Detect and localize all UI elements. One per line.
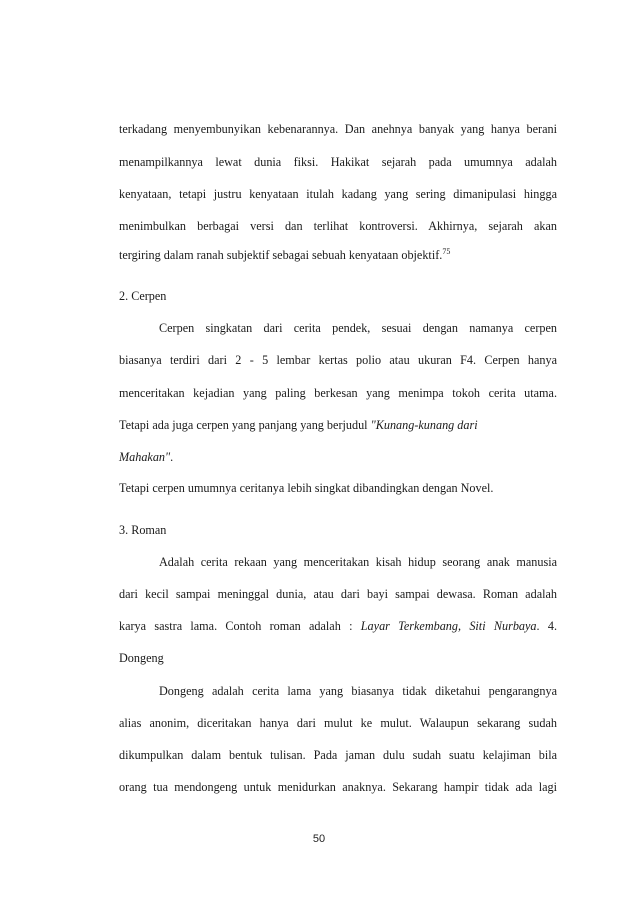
paragraph-text: . bbox=[170, 450, 174, 464]
paragraph-text: . 4. bbox=[536, 619, 558, 633]
paragraph-text: tergiring dalam ranah subjektif sebagai sebuah kenyataan objektif. bbox=[119, 248, 443, 262]
paragraph-line: kenyataan, tetapi justru kenyataan itulah kadang yang sering dimanipulasi hingga bbox=[119, 187, 557, 201]
paragraph-line: biasanya terdiri dari 2 - 5 lembar kertas polio atau ukuran F4. Cerpen hanya bbox=[119, 353, 557, 367]
section-heading-cerpen: 2. Cerpen bbox=[119, 289, 167, 303]
story-title: "Kunang-kunang dari bbox=[370, 418, 478, 432]
paragraph-line: terkadang menyembunyikan kebenarannya. Dan anehnya banyak yang hanya berani bbox=[119, 122, 557, 136]
paragraph-line bbox=[119, 618, 557, 634]
paragraph-text: karya sastra lama. Contoh roman adalah : bbox=[119, 619, 361, 633]
paragraph-line: menimbulkan berbagai versi dan terlihat kontroversi. Akhirnya, sejarah akan bbox=[119, 219, 557, 233]
paragraph-text: Tetapi ada juga cerpen yang panjang yang berjudul bbox=[119, 418, 371, 432]
paragraph-line: dikumpulkan dalam bentuk tulisan. Pada jaman dulu sudah suatu kelajiman bila bbox=[119, 748, 557, 762]
book-titles: Layar Terkembang, Siti Nurbaya bbox=[360, 619, 537, 633]
paragraph-line: Cerpen singkatan dari cerita pendek, sesuai dengan namanya cerpen bbox=[159, 321, 557, 335]
paragraph-line bbox=[119, 449, 557, 465]
paragraph-line: dari kecil sampai meninggal dunia, atau dari bayi sampai dewasa. Roman adalah bbox=[119, 587, 557, 601]
paragraph-line: orang tua mendongeng untuk menidurkan anaknya. Sekarang hampir tidak ada lagi bbox=[119, 780, 557, 794]
footnote-reference: 75 bbox=[442, 247, 451, 256]
page-number: 50 bbox=[312, 833, 326, 845]
paragraph-line: Dongeng adalah cerita lama yang biasanya tidak diketahui pengarangnya bbox=[159, 684, 557, 698]
paragraph-line: Adalah cerita rekaan yang menceritakan kisah hidup seorang anak manusia bbox=[159, 555, 557, 569]
paragraph-line bbox=[119, 247, 557, 263]
story-title: Mahakan" bbox=[119, 450, 171, 464]
paragraph-line: menceritakan kejadian yang paling berkesan yang menimpa tokoh cerita utama. bbox=[119, 386, 557, 400]
paragraph-line: menampilkannya lewat dunia fiksi. Hakikat sejarah pada umumnya adalah bbox=[119, 155, 557, 169]
paragraph-line: Tetapi cerpen umumnya ceritanya lebih singkat dibandingkan dengan Novel. bbox=[119, 481, 494, 495]
paragraph-line bbox=[119, 417, 557, 433]
paragraph-line: alias anonim, diceritakan hanya dari mulut ke mulut. Walaupun sekarang sudah bbox=[119, 716, 557, 730]
paragraph-line: Dongeng bbox=[119, 651, 164, 665]
section-heading-roman: 3. Roman bbox=[119, 523, 167, 537]
